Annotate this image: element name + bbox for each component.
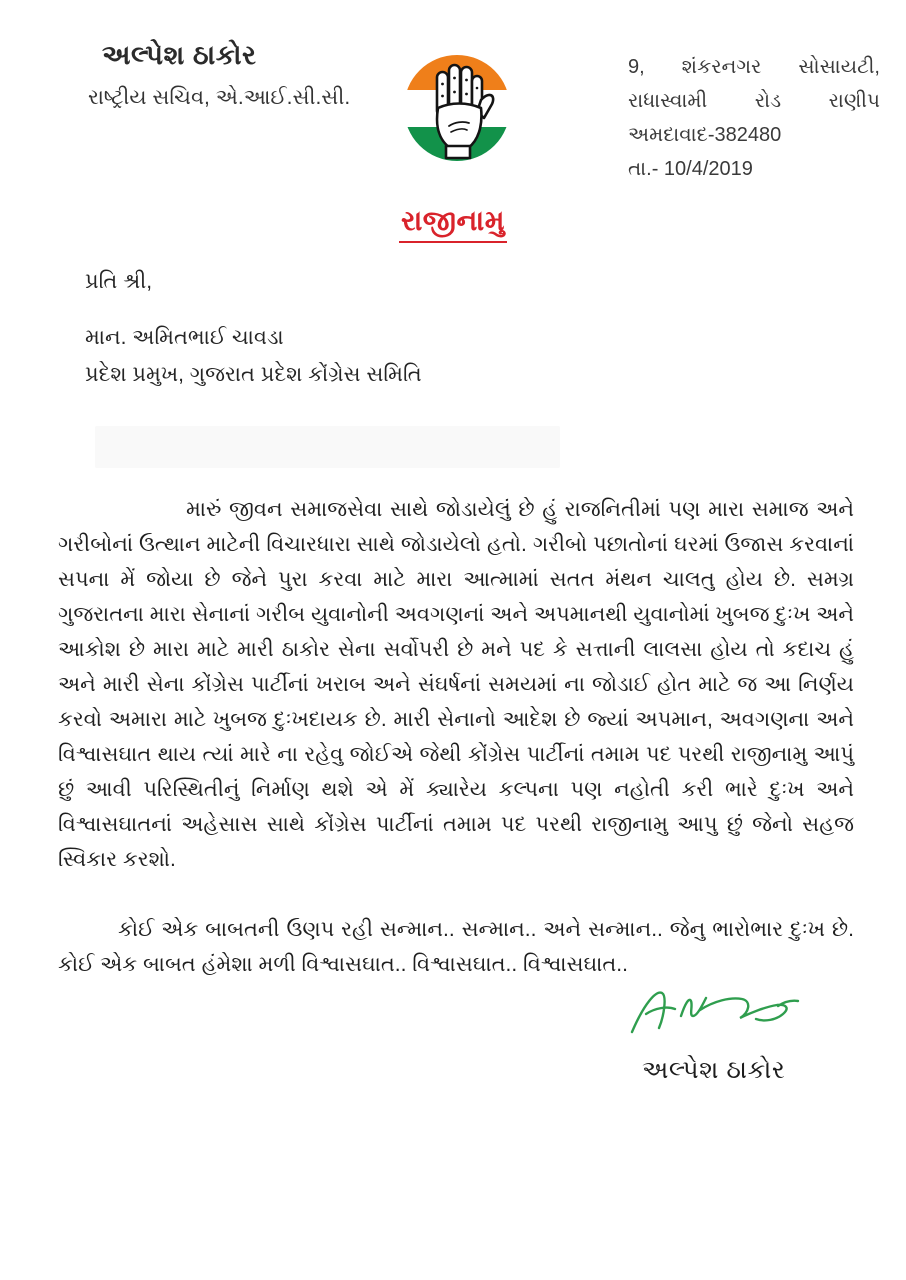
redacted-area [95, 426, 560, 468]
recipient-salutation: પ્રતિ શ્રી, [85, 270, 153, 293]
body-paragraph-2: કોઈ એક બાબતની ઉણપ રહી સન્માન.. સન્માન.. અને સન્માન.. જેનુ ભારોભાર દુઃખ છે. કોઈ એક બાબત હંમેશા મળી વિશ્વાસઘાત.. વિશ્વાસઘાત.. વિશ્વાસઘાત.. [58, 918, 854, 976]
sender-address-block [628, 50, 880, 186]
letter-title-row [0, 205, 906, 243]
sender-block [88, 40, 350, 110]
recipient-name: માન. અમિતભાઈ ચાવડા [85, 326, 284, 349]
handwritten-signature [628, 982, 808, 1042]
address-line: 9, શંકરનગર સોસાયટી, [628, 56, 880, 78]
signer-name: અલ્પેશ ઠાકોર [642, 1056, 786, 1084]
congress-hand-logo-icon [401, 52, 513, 164]
body-paragraph-1: મારું જીવન સમાજસેવા સાથે જોડાયેલું છે હું રાજનિતીમાં પણ મારા સમાજ અને ગરીબોનાં ઉત્થાન માટેની વિચારધારા સાથે જોડાયેલો હતો. ગરીબો પછાતોનાં ઘરમાં ઉજાસ કરવાનાં સપના મેં જોયા છે જેને પુરા કરવા માટે મારા આત્મામાં સતત મંથન ચાલતુ હોય છે. સમગ્ર ગુજરાતના મારા સેનાનાં ગરીબ યુવાનોની અવગણનાં અને અપમાનથી યુવાનોમાં ખુબજ દુઃખ અને આકોશ છે મારા માટે મારી ઠાકોર સેના સર્વોપરી છે મને પદ કે સત્તાની લાલસા હોય તો કદાચ હું અને મારી સેના કોંગ્રેસ પાર્ટીનાં ખરાબ અને સંઘર્ષનાં સમયમાં ના જોડાઈ હોત માટે જ આ નિર્ણય કરવો અમારા માટે ખુબજ દુઃખદાયક છે. મારી સેનાનો આદેશ છે જ્યાં અપમાન, અવગણના અને વિશ્વાસઘાત થાય ત્યાં મારે ના રહેવુ જોઈએ જેથી કોંગ્રેસ પાર્ટીનાં તમામ પદ પરથી રાજીનામુ આપું છું આવી પરિસ્થિતીનું નિર્માણ થશે એ મેં ક્યારેય કલ્પના પણ નહોતી કરી ભારે દુઃખ અને વિશ્વાસઘાતનાં અહેસાસ સાથે કોંગ્રેસ પાર્ટીનાં તમામ પદ પરથી રાજીનામુ આપુ છું જેનો સહજ સ્વિકાર કરશો. [58, 498, 854, 871]
letter-title: રાજીનામુ [399, 205, 507, 243]
recipient-block [85, 270, 422, 387]
letter-body [58, 492, 854, 982]
recipient-designation: પ્રદેશ પ્રમુખ, ગુજરાત પ્રદેશ કોંગ્રેસ સમિતિ [85, 363, 422, 386]
letter-date: તા.- 10/4/2019 [628, 158, 753, 180]
sender-designation: રાષ્ટ્રીય સચિવ, એ.આઈ.સી.સી. [88, 86, 351, 109]
sender-name: અલ્પેશ ઠાકોર [102, 40, 257, 70]
address-line: રાધાસ્વામી રોડ રાણીપ [628, 90, 880, 112]
address-line: અમદાવાદ-382480 [628, 124, 782, 146]
